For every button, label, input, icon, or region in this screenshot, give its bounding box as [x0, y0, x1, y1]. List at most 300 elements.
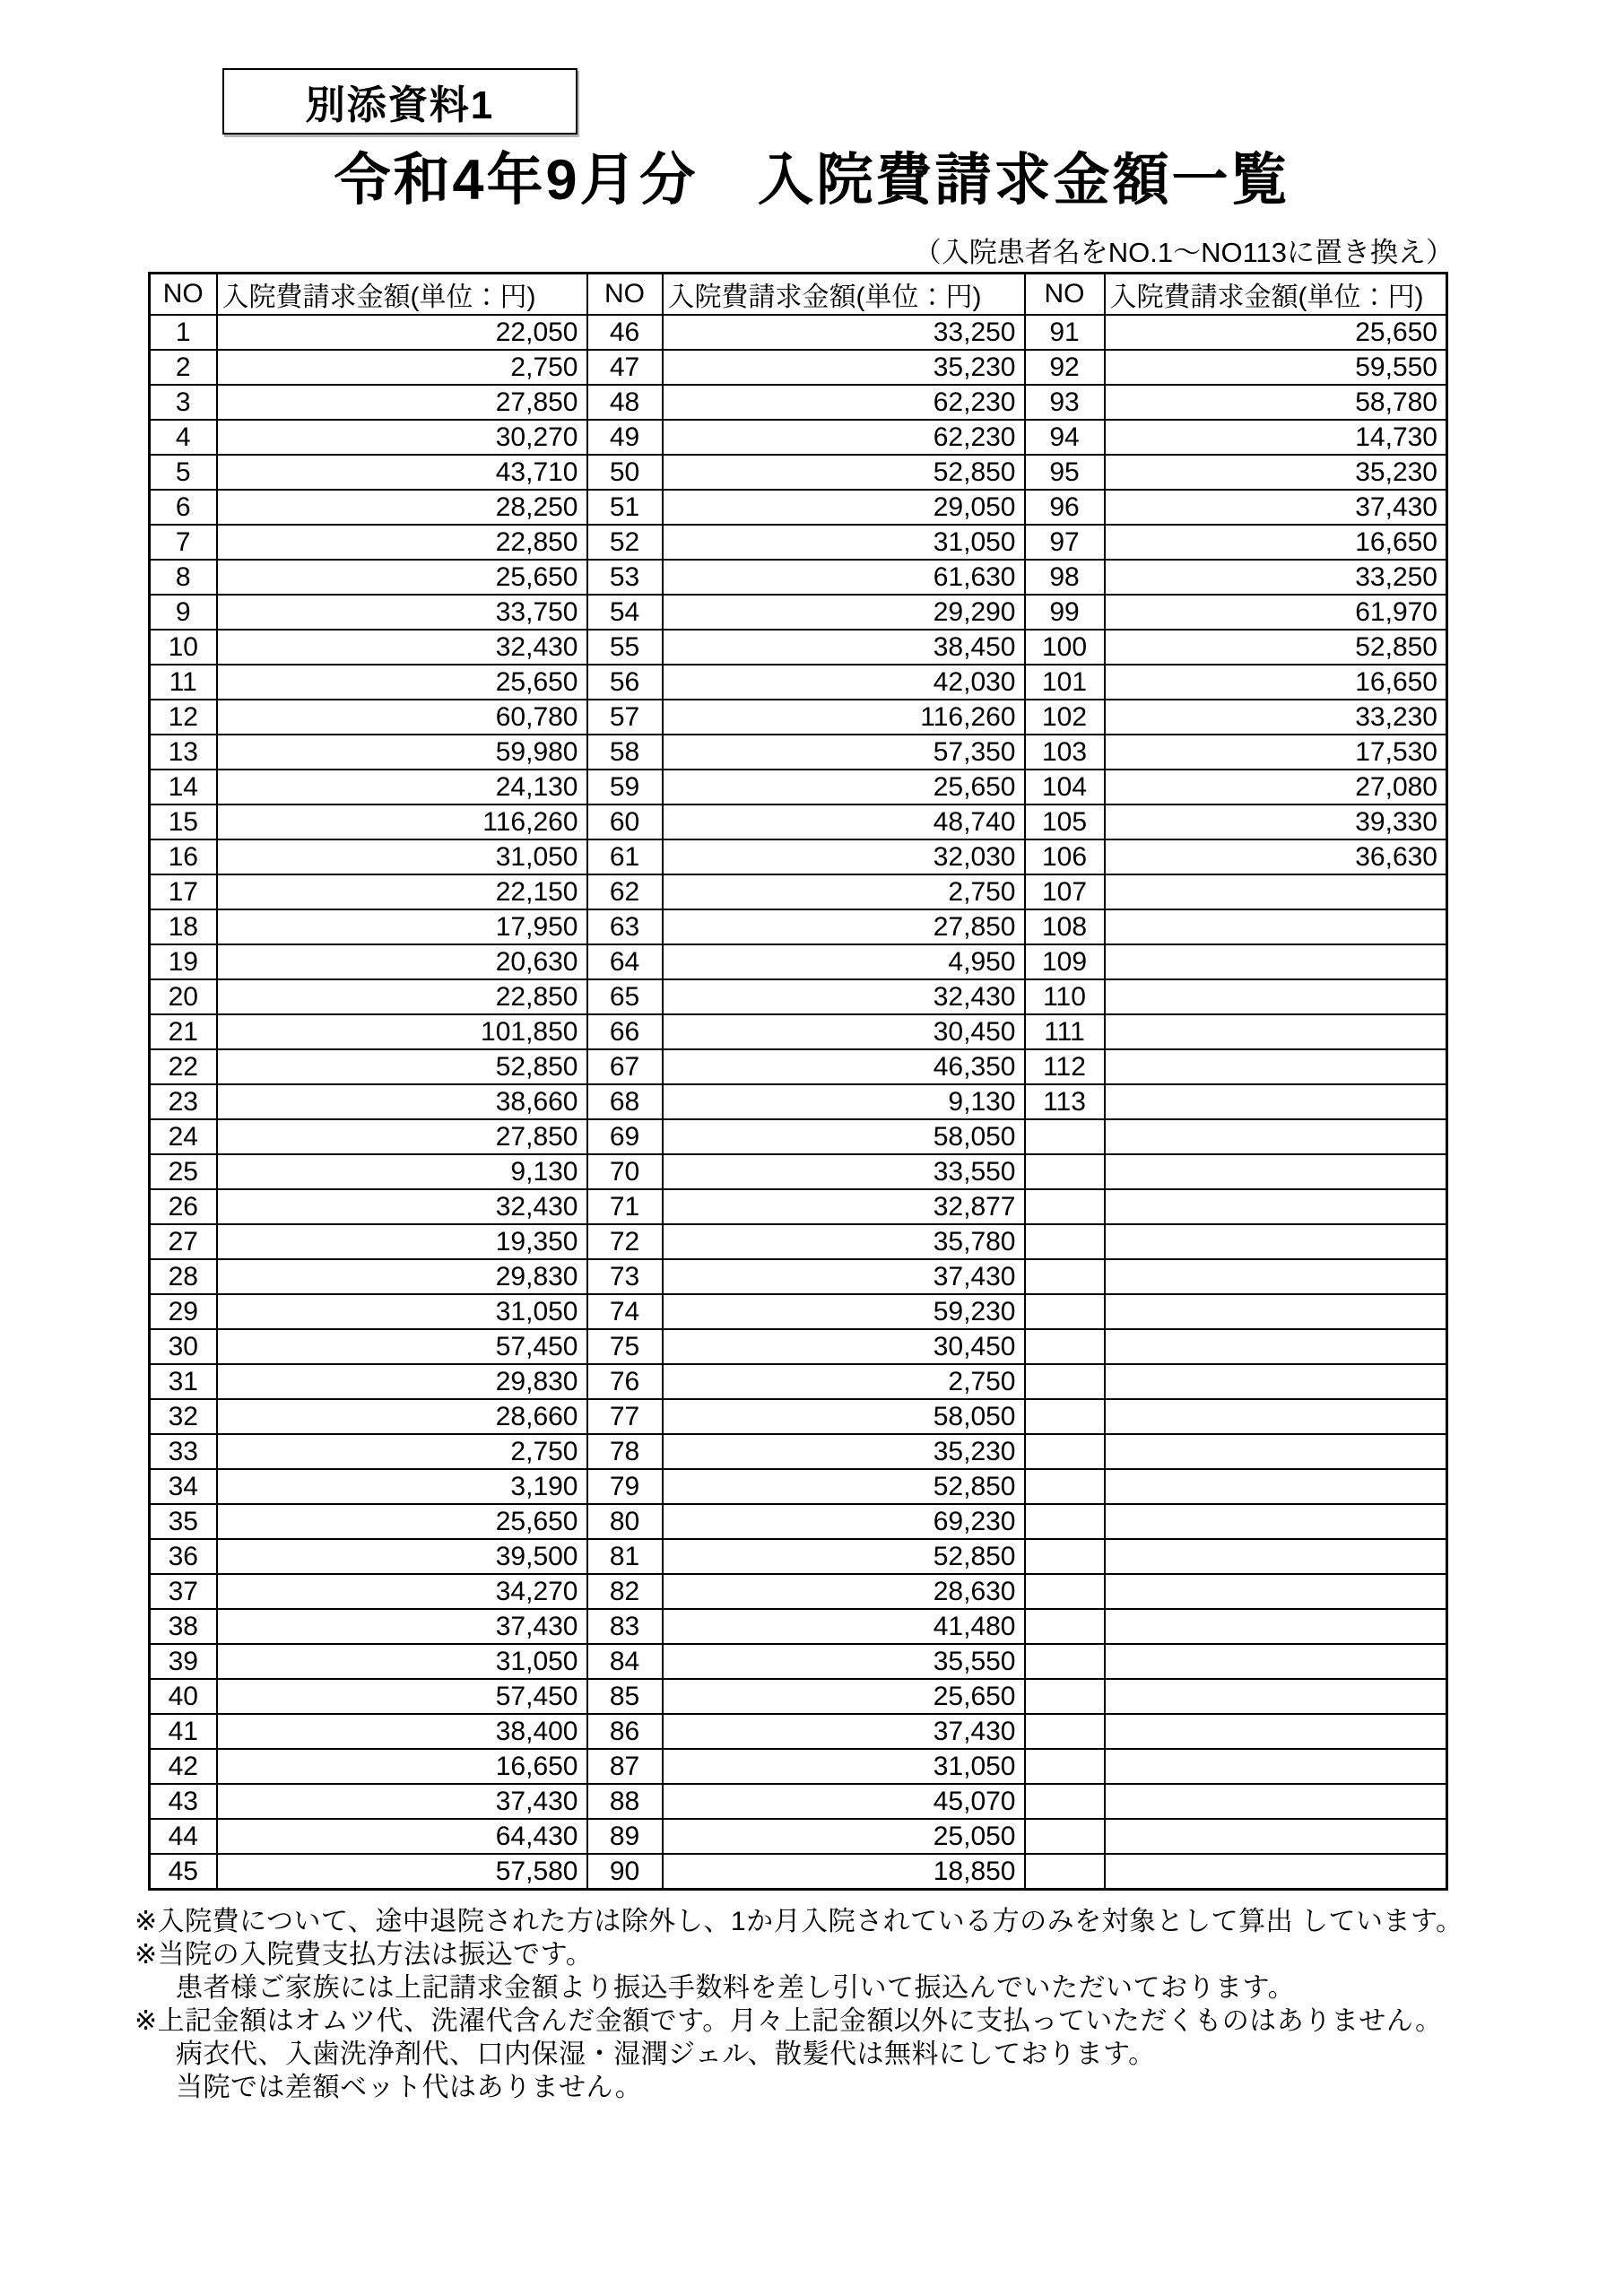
row-number-cell: 38 — [150, 1609, 217, 1644]
table-row — [150, 1154, 1447, 1189]
amount-cell: 38,660 — [217, 1084, 587, 1119]
row-number-cell: 87 — [587, 1749, 663, 1784]
attachment-label: 別添資料1 — [305, 83, 495, 127]
row-number-cell: 12 — [150, 700, 217, 735]
row-number-cell: 98 — [1025, 560, 1105, 595]
row-number-cell: 57 — [587, 700, 663, 735]
table-row — [150, 1749, 1447, 1784]
amount-cell: 57,350 — [663, 735, 1025, 770]
row-number-cell: 49 — [587, 420, 663, 455]
amount-cell — [1105, 944, 1447, 979]
row-number-cell — [1025, 1399, 1105, 1434]
row-number-cell — [1025, 1224, 1105, 1259]
amount-cell: 38,400 — [217, 1714, 587, 1749]
amount-cell: 33,750 — [217, 595, 587, 630]
amount-cell: 35,230 — [663, 350, 1025, 385]
row-number-cell: 101 — [1025, 665, 1105, 700]
row-number-cell: 21 — [150, 1014, 217, 1049]
amount-cell: 27,850 — [663, 909, 1025, 944]
row-number-cell: 110 — [1025, 979, 1105, 1014]
row-number-cell: 8 — [150, 560, 217, 595]
table-row — [150, 595, 1447, 630]
row-number-cell: 9 — [150, 595, 217, 630]
row-number-cell: 80 — [587, 1504, 663, 1539]
row-number-cell: 64 — [587, 944, 663, 979]
row-number-cell: 102 — [1025, 700, 1105, 735]
table-row — [150, 1434, 1447, 1469]
row-number-cell — [1025, 1259, 1105, 1294]
row-number-cell: 50 — [587, 455, 663, 490]
row-number-cell: 93 — [1025, 385, 1105, 420]
amount-cell: 27,850 — [217, 1119, 587, 1154]
amount-cell: 35,780 — [663, 1224, 1025, 1259]
table-header-row — [150, 274, 1447, 316]
row-number-cell: 79 — [587, 1469, 663, 1504]
table-row — [150, 1714, 1447, 1749]
amount-cell: 31,050 — [217, 839, 587, 874]
amount-cell: 16,650 — [1105, 665, 1447, 700]
amount-cell: 41,480 — [663, 1609, 1025, 1644]
amount-cell: 2,750 — [663, 1364, 1025, 1399]
row-number-cell: 58 — [587, 735, 663, 770]
table-row — [150, 874, 1447, 909]
row-number-cell: 5 — [150, 455, 217, 490]
amount-cell — [1105, 1049, 1447, 1084]
row-number-cell: 105 — [1025, 804, 1105, 839]
row-number-cell — [1025, 1714, 1105, 1749]
note-line: ※当院の入院費支払方法は振込です。 — [135, 1940, 594, 1970]
row-number-cell: 4 — [150, 420, 217, 455]
amount-cell: 27,080 — [1105, 770, 1447, 804]
amount-cell: 2,750 — [663, 874, 1025, 909]
row-number-cell: 52 — [587, 525, 663, 560]
row-number-cell: 73 — [587, 1259, 663, 1294]
amount-cell — [1105, 1014, 1447, 1049]
row-number-cell: 99 — [1025, 595, 1105, 630]
table-row — [150, 630, 1447, 665]
table-row — [150, 455, 1447, 490]
row-number-cell: 71 — [587, 1189, 663, 1224]
amount-cell: 59,230 — [663, 1294, 1025, 1329]
row-number-cell — [1025, 1189, 1105, 1224]
row-number-cell: 62 — [587, 874, 663, 909]
amount-cell: 35,550 — [663, 1644, 1025, 1679]
row-number-cell: 20 — [150, 979, 217, 1014]
table-row — [150, 385, 1447, 420]
amount-cell — [1105, 1259, 1447, 1294]
row-number-cell: 2 — [150, 350, 217, 385]
table-row — [150, 490, 1447, 525]
amount-cell: 30,270 — [217, 420, 587, 455]
no-header-2: NO — [587, 274, 663, 316]
row-number-cell: 26 — [150, 1189, 217, 1224]
row-number-cell: 90 — [587, 1854, 663, 1890]
row-number-cell — [1025, 1119, 1105, 1154]
row-number-cell: 56 — [587, 665, 663, 700]
amount-cell: 61,630 — [663, 560, 1025, 595]
amount-cell: 43,710 — [217, 455, 587, 490]
row-number-cell: 61 — [587, 839, 663, 874]
row-number-cell: 81 — [587, 1539, 663, 1574]
note-line: ※入院費について、途中退院された方は除外し、1か月入院されている方のみを対象として算出 しています。 — [135, 1907, 1463, 1936]
amount-cell: 52,850 — [663, 455, 1025, 490]
amount-header-3: 入院費請求金額(単位：円) — [1105, 274, 1447, 316]
row-number-cell: 31 — [150, 1364, 217, 1399]
amount-cell — [1105, 1644, 1447, 1679]
table-row — [150, 1259, 1447, 1294]
amount-cell — [1105, 1154, 1447, 1189]
amount-cell: 4,950 — [663, 944, 1025, 979]
amount-cell: 52,850 — [663, 1469, 1025, 1504]
amount-cell: 31,050 — [663, 1749, 1025, 1784]
row-number-cell: 103 — [1025, 735, 1105, 770]
table-row — [150, 1469, 1447, 1504]
amount-cell — [1105, 1574, 1447, 1609]
amount-cell — [1105, 979, 1447, 1014]
row-number-cell: 6 — [150, 490, 217, 525]
table-row — [150, 1189, 1447, 1224]
row-number-cell: 78 — [587, 1434, 663, 1469]
amount-cell — [1105, 1224, 1447, 1259]
table-row — [150, 1049, 1447, 1084]
table-row — [150, 1084, 1447, 1119]
table-row — [150, 1644, 1447, 1679]
billing-table — [148, 272, 1448, 1891]
row-number-cell: 100 — [1025, 630, 1105, 665]
row-number-cell: 44 — [150, 1819, 217, 1854]
row-number-cell: 59 — [587, 770, 663, 804]
table-row — [150, 1539, 1447, 1574]
amount-cell — [1105, 1294, 1447, 1329]
amount-cell: 25,650 — [217, 560, 587, 595]
table-row — [150, 1574, 1447, 1609]
row-number-cell: 95 — [1025, 455, 1105, 490]
row-number-cell: 36 — [150, 1539, 217, 1574]
row-number-cell: 54 — [587, 595, 663, 630]
amount-cell: 28,250 — [217, 490, 587, 525]
amount-cell: 32,430 — [217, 1189, 587, 1224]
amount-cell: 22,050 — [217, 315, 587, 350]
row-number-cell: 86 — [587, 1714, 663, 1749]
row-number-cell: 67 — [587, 1049, 663, 1084]
row-number-cell: 18 — [150, 909, 217, 944]
note-line: ※上記金額はオムツ代、洗濯代含んだ金額です。月々上記金額以外に支払っていただくものはありません。 — [135, 2006, 1443, 2036]
row-number-cell — [1025, 1154, 1105, 1189]
amount-cell: 28,660 — [217, 1399, 587, 1434]
amount-cell: 39,500 — [217, 1539, 587, 1574]
row-number-cell: 29 — [150, 1294, 217, 1329]
amount-cell: 24,130 — [217, 770, 587, 804]
amount-cell: 34,270 — [217, 1574, 587, 1609]
amount-cell: 30,450 — [663, 1329, 1025, 1364]
row-number-cell: 33 — [150, 1434, 217, 1469]
row-number-cell: 111 — [1025, 1014, 1105, 1049]
row-number-cell: 75 — [587, 1329, 663, 1364]
amount-cell: 16,650 — [1105, 525, 1447, 560]
amount-cell: 37,430 — [663, 1259, 1025, 1294]
row-number-cell — [1025, 1854, 1105, 1890]
row-number-cell: 68 — [587, 1084, 663, 1119]
amount-cell: 29,830 — [217, 1259, 587, 1294]
amount-cell: 30,450 — [663, 1014, 1025, 1049]
amount-cell: 31,050 — [217, 1644, 587, 1679]
amount-cell: 25,650 — [217, 665, 587, 700]
amount-cell: 39,330 — [1105, 804, 1447, 839]
row-number-cell: 39 — [150, 1644, 217, 1679]
amount-cell: 58,050 — [663, 1119, 1025, 1154]
table-row — [150, 665, 1447, 700]
amount-cell: 31,050 — [217, 1294, 587, 1329]
amount-cell — [1105, 1679, 1447, 1714]
row-number-cell — [1025, 1749, 1105, 1784]
row-number-cell: 97 — [1025, 525, 1105, 560]
amount-cell: 22,850 — [217, 525, 587, 560]
amount-cell: 32,430 — [217, 630, 587, 665]
amount-cell: 101,850 — [217, 1014, 587, 1049]
amount-cell — [1105, 1434, 1447, 1469]
amount-cell: 52,850 — [217, 1049, 587, 1084]
table-row — [150, 804, 1447, 839]
table-row — [150, 1224, 1447, 1259]
row-number-cell: 47 — [587, 350, 663, 385]
row-number-cell: 53 — [587, 560, 663, 595]
replacement-note: （入院患者名をNO.1～NO113に置き換え） — [913, 237, 1454, 268]
row-number-cell — [1025, 1644, 1105, 1679]
table-row — [150, 525, 1447, 560]
amount-cell: 37,430 — [663, 1714, 1025, 1749]
row-number-cell: 45 — [150, 1854, 217, 1890]
row-number-cell: 22 — [150, 1049, 217, 1084]
row-number-cell: 46 — [587, 315, 663, 350]
row-number-cell — [1025, 1469, 1105, 1504]
note-line: 病衣代、入歯洗浄剤代、口内保湿・湿潤ジェル、散髪代は無料にしております。 — [176, 2039, 1156, 2069]
row-number-cell: 55 — [587, 630, 663, 665]
amount-cell — [1105, 1609, 1447, 1644]
amount-cell — [1105, 1084, 1447, 1119]
note-line: 当院では差額ベット代はありません。 — [176, 2073, 643, 2102]
row-number-cell: 88 — [587, 1784, 663, 1819]
amount-cell: 62,230 — [663, 420, 1025, 455]
amount-cell: 64,430 — [217, 1819, 587, 1854]
amount-cell — [1105, 1714, 1447, 1749]
row-number-cell — [1025, 1819, 1105, 1854]
row-number-cell — [1025, 1784, 1105, 1819]
amount-cell: 9,130 — [217, 1154, 587, 1189]
table-row — [150, 700, 1447, 735]
row-number-cell: 85 — [587, 1679, 663, 1714]
row-number-cell — [1025, 1434, 1105, 1469]
row-number-cell: 28 — [150, 1259, 217, 1294]
amount-cell: 25,050 — [663, 1819, 1025, 1854]
table-row — [150, 1364, 1447, 1399]
row-number-cell: 7 — [150, 525, 217, 560]
table-row — [150, 909, 1447, 944]
amount-cell: 25,650 — [663, 1679, 1025, 1714]
amount-cell: 52,850 — [1105, 630, 1447, 665]
amount-cell: 2,750 — [217, 1434, 587, 1469]
amount-cell: 32,877 — [663, 1189, 1025, 1224]
note-line: 患者様ご家族には上記請求金額より振込手数料を差し引いて振込んでいただいております。 — [176, 1973, 1296, 2003]
amount-cell: 19,350 — [217, 1224, 587, 1259]
amount-cell — [1105, 1364, 1447, 1399]
amount-cell: 16,650 — [217, 1749, 587, 1784]
row-number-cell: 17 — [150, 874, 217, 909]
table-row — [150, 1609, 1447, 1644]
row-number-cell: 70 — [587, 1154, 663, 1189]
amount-cell — [1105, 1504, 1447, 1539]
amount-cell: 57,450 — [217, 1679, 587, 1714]
amount-cell: 62,230 — [663, 385, 1025, 420]
amount-cell: 35,230 — [663, 1434, 1025, 1469]
row-number-cell: 113 — [1025, 1084, 1105, 1119]
row-number-cell: 11 — [150, 665, 217, 700]
row-number-cell: 91 — [1025, 315, 1105, 350]
notes-section — [135, 1905, 1624, 2104]
amount-cell: 25,650 — [217, 1504, 587, 1539]
row-number-cell: 69 — [587, 1119, 663, 1154]
amount-cell: 45,070 — [663, 1784, 1025, 1819]
row-number-cell: 72 — [587, 1224, 663, 1259]
row-number-cell — [1025, 1364, 1105, 1399]
table-row — [150, 560, 1447, 595]
row-number-cell: 34 — [150, 1469, 217, 1504]
row-number-cell: 96 — [1025, 490, 1105, 525]
table-row — [150, 350, 1447, 385]
amount-cell — [1105, 1854, 1447, 1890]
amount-cell: 52,850 — [663, 1539, 1025, 1574]
table-row — [150, 770, 1447, 804]
no-header-3: NO — [1025, 274, 1105, 316]
row-number-cell — [1025, 1679, 1105, 1714]
amount-cell — [1105, 874, 1447, 909]
row-number-cell: 63 — [587, 909, 663, 944]
amount-cell: 116,260 — [663, 700, 1025, 735]
amount-cell: 29,050 — [663, 490, 1025, 525]
amount-cell: 59,980 — [217, 735, 587, 770]
amount-cell: 25,650 — [1105, 315, 1447, 350]
row-number-cell: 84 — [587, 1644, 663, 1679]
amount-cell: 14,730 — [1105, 420, 1447, 455]
amount-cell: 18,850 — [663, 1854, 1025, 1890]
amount-cell: 25,650 — [663, 770, 1025, 804]
row-number-cell: 108 — [1025, 909, 1105, 944]
row-number-cell: 10 — [150, 630, 217, 665]
row-number-cell: 43 — [150, 1784, 217, 1819]
amount-cell: 32,430 — [663, 979, 1025, 1014]
amount-cell: 48,740 — [663, 804, 1025, 839]
table-row — [150, 1504, 1447, 1539]
row-number-cell: 60 — [587, 804, 663, 839]
row-number-cell: 42 — [150, 1749, 217, 1784]
row-number-cell — [1025, 1329, 1105, 1364]
amount-cell: 57,450 — [217, 1329, 587, 1364]
amount-cell: 33,250 — [1105, 560, 1447, 595]
table-row — [150, 979, 1447, 1014]
amount-cell — [1105, 1749, 1447, 1784]
table-row — [150, 1819, 1447, 1854]
table-row — [150, 944, 1447, 979]
row-number-cell: 66 — [587, 1014, 663, 1049]
amount-cell: 22,150 — [217, 874, 587, 909]
no-header-1: NO — [150, 274, 217, 316]
amount-cell — [1105, 909, 1447, 944]
amount-cell: 35,230 — [1105, 455, 1447, 490]
row-number-cell: 51 — [587, 490, 663, 525]
row-number-cell — [1025, 1609, 1105, 1644]
amount-cell: 38,450 — [663, 630, 1025, 665]
row-number-cell: 15 — [150, 804, 217, 839]
row-number-cell — [1025, 1574, 1105, 1609]
row-number-cell: 14 — [150, 770, 217, 804]
amount-cell — [1105, 1329, 1447, 1364]
amount-cell — [1105, 1189, 1447, 1224]
row-number-cell: 48 — [587, 385, 663, 420]
amount-cell: 9,130 — [663, 1084, 1025, 1119]
amount-cell — [1105, 1119, 1447, 1154]
amount-cell: 37,430 — [217, 1609, 587, 1644]
table-row — [150, 839, 1447, 874]
row-number-cell: 107 — [1025, 874, 1105, 909]
row-number-cell: 65 — [587, 979, 663, 1014]
row-number-cell: 77 — [587, 1399, 663, 1434]
page-title: 令和4年9月分 入院費請求金額一覧 — [334, 149, 1290, 212]
amount-cell: 116,260 — [217, 804, 587, 839]
table-row — [150, 1784, 1447, 1819]
amount-cell: 28,630 — [663, 1574, 1025, 1609]
amount-cell: 22,850 — [217, 979, 587, 1014]
row-number-cell: 74 — [587, 1294, 663, 1329]
amount-cell: 20,630 — [217, 944, 587, 979]
row-number-cell: 109 — [1025, 944, 1105, 979]
amount-cell: 37,430 — [217, 1784, 587, 1819]
amount-header-2: 入院費請求金額(単位：円) — [663, 274, 1025, 316]
table-row — [150, 1294, 1447, 1329]
row-number-cell: 27 — [150, 1224, 217, 1259]
row-number-cell: 16 — [150, 839, 217, 874]
amount-cell: 33,550 — [663, 1154, 1025, 1189]
amount-cell: 57,580 — [217, 1854, 587, 1890]
amount-header-1: 入院費請求金額(単位：円) — [217, 274, 587, 316]
amount-cell — [1105, 1784, 1447, 1819]
row-number-cell: 37 — [150, 1574, 217, 1609]
table-row — [150, 1014, 1447, 1049]
row-number-cell: 104 — [1025, 770, 1105, 804]
row-number-cell: 41 — [150, 1714, 217, 1749]
row-number-cell: 89 — [587, 1819, 663, 1854]
table-row — [150, 1679, 1447, 1714]
amount-cell: 33,250 — [663, 315, 1025, 350]
table-row — [150, 1329, 1447, 1364]
row-number-cell: 23 — [150, 1084, 217, 1119]
amount-cell: 31,050 — [663, 525, 1025, 560]
row-number-cell: 13 — [150, 735, 217, 770]
amount-cell: 59,550 — [1105, 350, 1447, 385]
row-number-cell — [1025, 1294, 1105, 1329]
amount-cell: 46,350 — [663, 1049, 1025, 1084]
table-row — [150, 420, 1447, 455]
amount-cell — [1105, 1539, 1447, 1574]
amount-cell: 33,230 — [1105, 700, 1447, 735]
amount-cell — [1105, 1819, 1447, 1854]
row-number-cell: 30 — [150, 1329, 217, 1364]
row-number-cell: 83 — [587, 1609, 663, 1644]
row-number-cell: 94 — [1025, 420, 1105, 455]
amount-cell: 60,780 — [217, 700, 587, 735]
row-number-cell: 3 — [150, 385, 217, 420]
amount-cell: 2,750 — [217, 350, 587, 385]
amount-cell: 32,030 — [663, 839, 1025, 874]
row-number-cell — [1025, 1539, 1105, 1574]
